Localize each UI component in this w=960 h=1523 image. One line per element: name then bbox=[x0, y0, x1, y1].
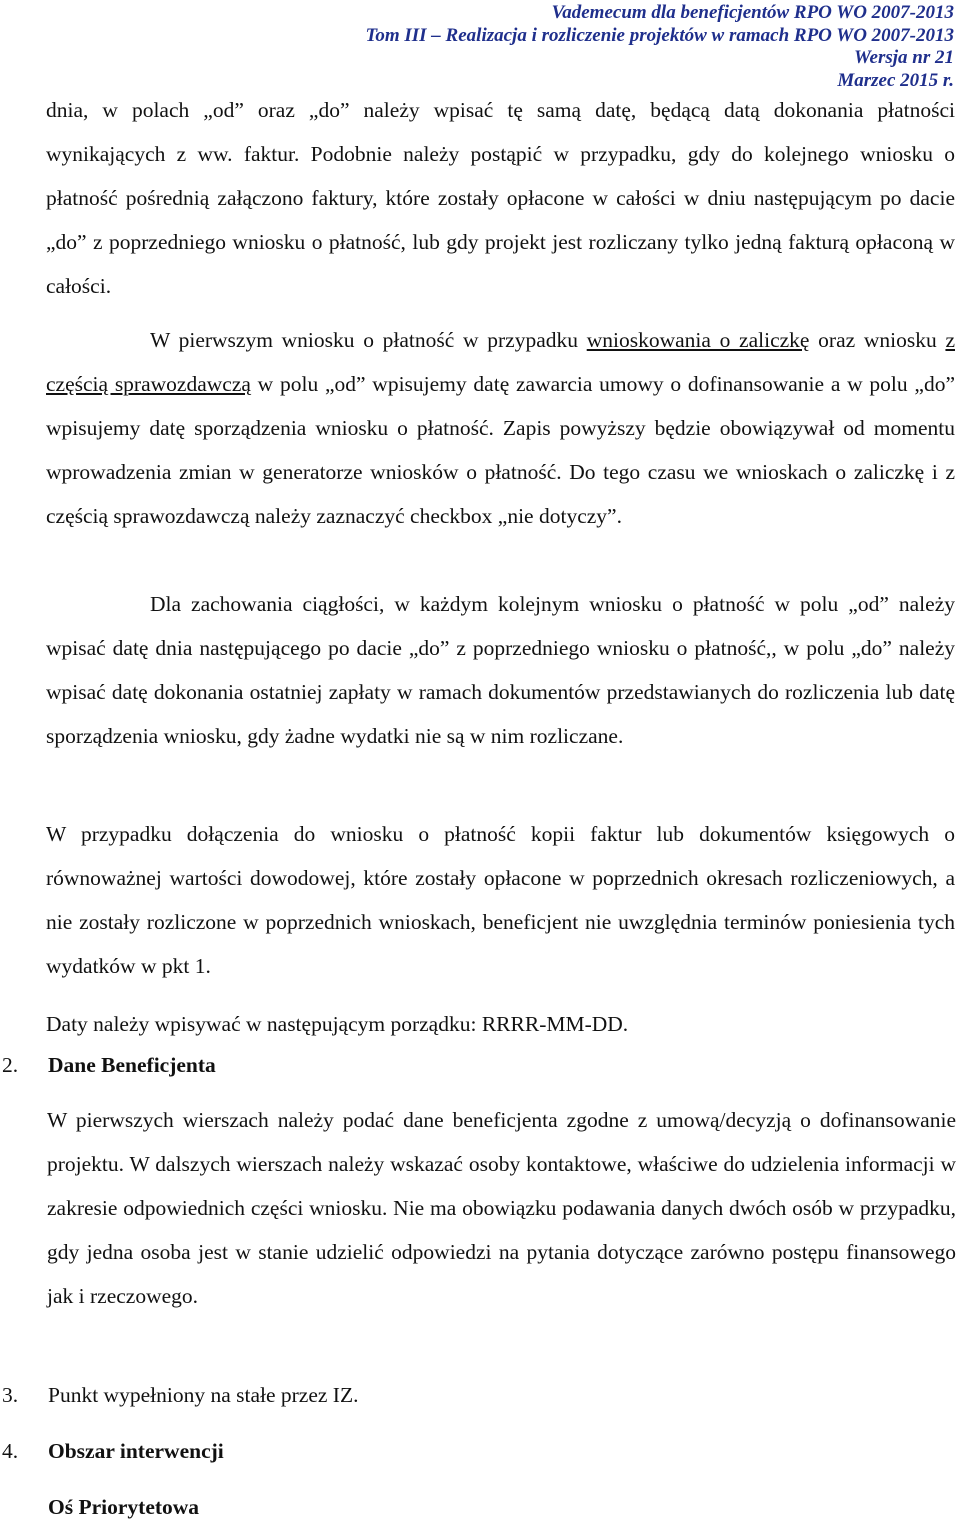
header-doc-title: Vademecum dla beneficjentów RPO WO 2007-2013 bbox=[551, 2, 954, 23]
header-volume-title: Tom III – Realizacja i rozliczenie projektów w ramach RPO WO 2007-2013 bbox=[365, 24, 954, 46]
section-text: Punkt wypełniony na stałe przez IZ. bbox=[48, 1383, 359, 1407]
paragraph-text: Dla zachowania ciągłości, w każdym kolejnym wniosku o płatność w polu „od” należy wpisać datę dnia następującego po dacie „do” z poprzedniego wniosku o płatność,, w polu „do” należy wpisać datę dokonania ostatniej zapłaty w ramach dokumentów przedstawianych do rozliczenia lub datę sporządzenia wniosku, gdy żadne wydatki nie są w nim rozliczane. bbox=[46, 592, 955, 748]
header-date: Marzec 2015 r. bbox=[837, 69, 954, 91]
paragraph-text bbox=[46, 318, 955, 538]
page-header bbox=[254, 2, 954, 92]
text-segment: w polu „od” wpisujemy datę zawarcia umowy o dofinansowanie a w polu „do” wpisujemy datę sporządzenia wniosku o płatność. Zapis powyższy będzie obowiązywał od momentu wprowadzenia zmian w generatorze wniosków o płatność. Do tego czasu we wnioskach o zaliczkę i z częścią sprawozdawczą należy zaznaczyć checkbox „nie dotyczy”. bbox=[46, 372, 955, 528]
section-number: 3. bbox=[2, 1383, 19, 1407]
subheading-priority-axis: Oś Priorytetowa bbox=[48, 1495, 200, 1519]
paragraph-text: dnia, w polach „od” oraz „do” należy wpisać tę samą datę, będącą datą dokonania płatności wynikających z ww. faktur. Podobnie należy postąpić w przypadku, gdy do kolejnego wniosku o płatność pośrednią załączono faktury, które zostały opłacone w całości w dniu następującym po dacie „do” z poprzedniego wniosku o płatność, lub gdy projekt jest rozliczany tylko jedną fakturą opłaconą w całości. bbox=[46, 98, 955, 298]
section-title: Obszar interwencji bbox=[48, 1439, 224, 1463]
paragraph-text: W przypadku dołączenia do wniosku o płatność kopii faktur lub dokumentów księgowych o równoważnej wartości dowodowej, które zostały opłacone w poprzednich okresach rozliczeniowych, a nie zostały rozliczone w poprzednich wnioskach, beneficjent nie uwzględnia terminów poniesienia tych wydatków w pkt 1. bbox=[46, 822, 955, 978]
paragraph-text: W pierwszych wierszach należy podać dane beneficjenta zgodne z umową/decyzją o dofinansowanie projektu. W dalszych wierszach należy wskazać osoby kontaktowe, właściwe do udzielenia informacji w zakresie odpowiednich części wniosku. Nie ma obowiązku podawania danych dwóch osób w przypadku, gdy jedna osoba jest w stanie udzielić odpowiedzi na pytania dotyczące zarówno postępu finansowego jak i rzeczowego. bbox=[47, 1108, 956, 1308]
paragraph-continuity bbox=[46, 582, 955, 758]
section-number: 2. bbox=[2, 1053, 19, 1077]
paragraph-date-format bbox=[46, 1002, 955, 1046]
underlined-reporting-phrase: z częścią sprawozdawczą bbox=[46, 328, 955, 396]
paragraph-dates-continuation bbox=[46, 88, 955, 308]
section-number: 4. bbox=[2, 1439, 19, 1463]
underlined-advance-phrase: wnioskowania o zaliczkę bbox=[586, 328, 810, 352]
paragraph-text: Daty należy wpisywać w następującym porządku: RRRR-MM-DD. bbox=[46, 1012, 629, 1036]
paragraph-beneficiary-description bbox=[47, 1098, 956, 1318]
section-title: Dane Beneficjenta bbox=[48, 1053, 216, 1077]
text-segment: oraz wniosku bbox=[809, 328, 946, 352]
header-version: Wersja nr 21 bbox=[854, 47, 954, 68]
paragraph-first-application bbox=[46, 318, 955, 538]
text-segment: W pierwszym wniosku o płatność w przypadku bbox=[150, 328, 587, 352]
paragraph-invoice-copies bbox=[46, 812, 955, 988]
